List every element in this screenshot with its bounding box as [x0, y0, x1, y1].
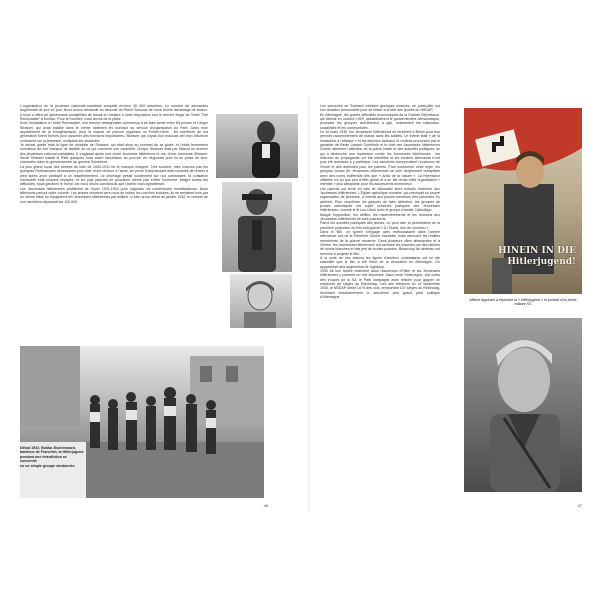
book-gutter [308, 98, 310, 510]
march-street-photo [20, 346, 264, 498]
right-body-text: Les souvenirs de Schirach méritent quelques nuances, en particulier sur son ambition personnelle pour se hisser à la tête des jeunes du NSDAP. En Allemagne, les graves difficultés économiques de la Grande Dépression, qui débute en octobre 1929, déstabilisèrent le gouvernement démocratique, poussant les groupes anti-libéraux à agir, notamment les nationaux-socialistes et les communistes. Le 16 mars 1930, les Jeunesses hitlériennes se réunirent à Berlin pour leur premier rassemblement de masse sans les adultes. Le thème était « de la résistance à l'attaque » et les discours radicaux et violents prononcés par le gauleiter de Berlin Joseph Goebbels et le chef des Jeunesses hitlériennes Gruber attirèrent l'attention de la police locale et des autorités politiques, ce qui a déclenché une répression contre les Jeunesses hitlériennes : les marches de propagande ont été interdites et les écoliers allemands n'ont plus été autorisés à y participer. Les sanctions comprenaient l'exclusion de l'école et des amendes pour les parents. Pour contourner cette règle, les groupes locaux de Jeunesses hitlériennes se sont simplement rebaptisés avec des noms inoffensifs tels que « Amis de la nature ». La répression officielle n'a eu que peu d'effet global et a en fait rendu cette organisation « interdite » plus attrayante pour les adolescents aventureux. Les parents ont tenté en vain de dissuader leurs enfants d'adhérer aux Jeunesses hitlériennes. L'Église catholique romaine, qui prévoyait sa propre organisation de jeunesse, a interdit aux jeunes membres des paroisses d'y adhérer. Pour empêcher les garçons de faire défection, les groupes de jeunes catholiques ont copié certaines pratiques des Jeunesses hitlériennes, comme le fit Los-Ulrich avec le groupe d'amitié Catholique. Malgré l'opposition, les défilés, les rassemblements et les réunions des Jeunesses hitlériennes se sont poursuivis. Parmi les activités publiques des jeunes, on peut citer la perturbation de la première projection du film anti-guerre « À l'Ouest, rien de nouveau ». Dans le film, un lycéen s'engage avec enthousiasme dans l'armée allemande lors de la Première Guerre mondiale, mais découvre les réalités meurtrières de la guerre moderne. Dans plusieurs villes allemandes et à Vienne, les Jeunesses hitlériennes ont perturbé les séances par des lâchers de souris blanches et des jets de boules puantes. Beaucoup de cinémas ont renoncé à projeter le film. À la suite de ces actions les ligues d'anciens combattants ont lui été scandale que le film a été retiré de la circulation en Allemagne. On apparentait cela augmentait de l'agitprop. 1930 fut une année charnière dans l'ascension d'Hitler et les Jeunesses hitlériennes y jouèrent un rôle important. Dans toute l'Allemagne, aux côtés des troupes de la SA, le Parti campagne avec relâche pour gagner un maximum de sièges au Reichstag. Lors des élections du 14 septembre 1930, le NSDAP obtint 18 % des voix, remportant 107 sièges au Reichstag, devenant instantanément le deuxième plus grand parti politique d'Allemagne. [320, 104, 440, 300]
book-spread [16, 98, 584, 510]
poster-slogan: HINEIN IN DIE Hitlerjugend! [498, 246, 576, 267]
right-photo-caption: Affiche appelant à rejoindre la « Hitlerjugend » et portrait d'un jeune militant HJ. [469, 298, 577, 307]
hitlerjugend-poster [464, 108, 582, 294]
portrait-photo-man-uniform [216, 114, 298, 178]
left-body-text: L'organisation de la jeunesse nationale-socialiste comptait environ 35 000 membres. Le nombre de demandes augmentait de jour en jour. Nous avons demandé au trésorier du Reich Schwarz de nous fournir davantage de locaux. Il nous a offert de généreuses possibilités de travail en mettant à notre disposition tout le dernier étage de l'hôtel "Der Reichsadler" à Munich. Pour le moment, nous avons de la place. Avec l'installation à l'hôtel Reichsadler, une tension désagréable commença à se faire sentir entre les jeunes et Gregor Strasser, qui avait installé dans le même bâtiment les bureaux du service d'organisation du Parti. Dans mon appartement de la Königinstrasse, j'eus la chance de pouvoir organiser un Führer-Heim ; les membres de ma génération furent formés pour assumer des fonctions importantes. Strasser, qui voyait d'un mauvais œil mon influence croissante sur la jeunesse, multipliait les obstacles. Je savais quelle était la ligne de conduite de Strasser, qui était alors au sommet de sa gloire, et j'étais fermement convaincu de son manque de fiabilité en ce qui concerne son caractère. Gregor Strasser était par instinct un ennemi des jeunesses national-socialistes. Il s'agissait après tout d'une Jeunesse hitlérienne et non d'une Jeunesse Strasser. Seule Strasser traitait le Parti quelques mois avant l'accession au pouvoir, en négociant pour lui un poste de vice-chancelier dans le gouvernement du général Schleicher. La plus grand souci des années de lutte de 1930-1931 fut le manque d'argent. Très souvent, mes n'avions pas les quelques Reichsmarks nécessaires pour aller d'une réunion à l'autre. Un jeune Kommandant était contraint de rentrer à pied après avoir participé à un rassemblement. Le chômage pesait lourdement sur nos camarades, la cotisation mensuelle était souvent impayée, et les plus pauvres ne pouvaient même pas s'offrir l'uniforme. Malgré toutes les difficultés, nous gardions le moral, car nous étions convaincus que l'avenir nous appartenait. Les Jeunesses hitlériennes profitèrent de l'hiver 1931-1932 pour organiser de nombreuses manifestations. Nous affirmions partout notre volonté. Les jeunes venaient vers nous de toutes les couches sociales, ils se sentaient unis par un même idéal. Ils rejoignirent les Jeunesses hitlériennes par milliers, si bien qu'au début de janvier 1932, le nombre de nos membres dépassait les 100 000. [20, 104, 208, 204]
portrait-photo-young-girl [230, 274, 292, 328]
left-page-number: 46 [263, 503, 268, 508]
left-page [16, 98, 302, 510]
portrait-photo-boy-uniform [222, 182, 292, 272]
right-page-number: 47 [577, 503, 582, 508]
portrait-photo-young-man [464, 318, 582, 492]
right-page [316, 98, 584, 510]
left-photo-caption: Début 1932, Baldur-Eschenbach, banlieue de Francfort, la Hitlerjugend pendant une interdiction se conventle en un simple groupe randonnée. [20, 446, 84, 468]
